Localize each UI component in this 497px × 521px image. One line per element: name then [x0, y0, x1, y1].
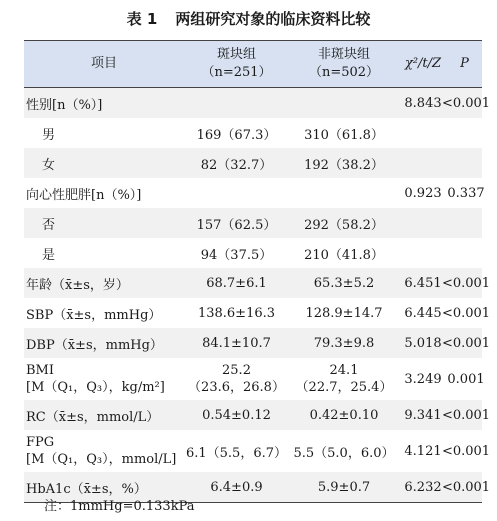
group2-value: 5.9±0.7 — [317, 479, 371, 495]
header-group1 — [184, 41, 289, 87]
group2-value — [289, 358, 399, 400]
row-label: 向心性肥胖[n（%）] — [26, 187, 142, 203]
row-label — [24, 358, 186, 400]
group1-value: 0.54±0.12 — [202, 407, 271, 423]
group1-value — [184, 88, 289, 118]
group1-value: 157（62.5） — [196, 217, 277, 233]
table-row — [24, 148, 482, 178]
group2-value: 210（41.8） — [304, 247, 384, 263]
header-p — [447, 41, 482, 87]
group2-value: 65.3±5.2 — [313, 275, 375, 291]
header-item — [24, 41, 184, 87]
group1-value: 138.6±16.3 — [197, 305, 276, 321]
table-row — [24, 238, 482, 268]
group1-value — [184, 178, 289, 208]
group1-value: 169（67.3） — [196, 127, 277, 143]
row-label: 性别[n（%）] — [26, 97, 103, 113]
group2-value: 0.42±0.10 — [309, 407, 379, 423]
table-header — [24, 40, 482, 88]
row-label-line2: [M（Q₁，Q₃），kg/m²] — [26, 380, 165, 395]
header-group2-n: （n=502） — [308, 65, 380, 80]
row-label-line1: FPG — [26, 435, 55, 450]
header-group1-n: （n=251） — [201, 65, 272, 80]
table-row — [24, 430, 491, 472]
table-row — [24, 400, 491, 430]
group2-value: 5.5（5.0，6.0） — [293, 445, 395, 461]
row-label: 女 — [42, 157, 56, 173]
p-value: <0.001 — [441, 275, 491, 291]
p-value: 0.001 — [447, 371, 485, 387]
table-row — [24, 208, 482, 238]
group1-value — [184, 358, 289, 400]
stat-value: 3.249 — [404, 371, 442, 387]
stat-value — [399, 118, 447, 148]
stat-value: 6.232 — [404, 479, 442, 495]
stat-value: 5.018 — [404, 335, 442, 351]
p-value: <0.001 — [441, 443, 491, 459]
p-value — [447, 118, 485, 148]
p-value: 0.337 — [447, 185, 485, 201]
header-group1-name: 斑块组 — [216, 47, 256, 62]
table-row — [24, 298, 491, 328]
table-row — [24, 118, 482, 148]
header-item-label: 项目 — [90, 56, 117, 71]
row-label — [24, 430, 186, 472]
row-label: DBP（x̄±s，mmHg） — [26, 337, 163, 353]
group1-value: 6.1（5.5，6.7） — [185, 445, 288, 461]
stat-value — [399, 148, 447, 178]
p-value: <0.001 — [441, 407, 491, 423]
row-label-line1: BMI — [26, 363, 54, 378]
table-row — [24, 358, 485, 400]
group1-value: 82（32.7） — [200, 157, 273, 173]
header-stat-label: χ²/t/Z — [404, 56, 442, 71]
group1-value: 84.1±10.7 — [202, 335, 271, 351]
group2-value: 79.3±9.8 — [313, 335, 375, 351]
header-group2-name: 非斑块组 — [317, 47, 370, 62]
row-label: HbA1c（x̄±s，%） — [26, 481, 147, 497]
table-title — [0, 8, 497, 29]
p-value — [447, 148, 485, 178]
stat-value: 4.121 — [404, 443, 442, 459]
table-number: 表 1 — [126, 10, 158, 28]
table-title-text: 两组研究对象的临床资料比较 — [175, 10, 371, 28]
table-row — [24, 328, 491, 358]
table-row — [24, 88, 491, 118]
table-row — [24, 268, 491, 298]
stat-value: 8.843 — [404, 95, 442, 111]
group2-value — [289, 178, 399, 208]
stat-value — [399, 238, 447, 268]
row-label: 否 — [42, 217, 56, 233]
stat-value: 0.923 — [404, 185, 442, 201]
group2-value: 128.9±14.7 — [305, 305, 383, 321]
header-group2 — [289, 41, 399, 87]
p-value: <0.001 — [441, 479, 491, 495]
row-label: 男 — [42, 127, 56, 143]
row-label: 是 — [42, 247, 56, 263]
row-label-line2: [M（Q₁，Q₃），mmol/L] — [26, 452, 177, 467]
clinical-data-table — [24, 40, 491, 503]
group1-quartiles: （23.6，26.8） — [188, 380, 285, 395]
table-row — [24, 178, 485, 208]
table-body — [24, 88, 491, 502]
p-value: <0.001 — [441, 95, 491, 111]
stat-value: 6.445 — [404, 305, 442, 321]
group1-value: 94（37.5） — [200, 247, 273, 263]
row-label: SBP（x̄±s，mmHg） — [26, 307, 162, 323]
stat-value: 9.341 — [404, 407, 442, 423]
group2-value: 310（61.8） — [304, 127, 384, 143]
table-footnote: 注：1mmHg=0.133kPa — [44, 499, 195, 514]
header-p-label: P — [460, 56, 469, 71]
group2-median: 24.1 — [329, 363, 359, 378]
group2-value: 292（58.2） — [304, 217, 384, 233]
group1-value: 68.7±6.1 — [206, 275, 267, 291]
row-label: RC（x̄±s，mmol/L） — [26, 409, 160, 425]
header-stat — [399, 41, 447, 87]
p-value — [447, 208, 485, 238]
group1-value: 6.4±0.9 — [210, 479, 263, 495]
stat-value: 6.451 — [404, 275, 442, 291]
stat-value — [399, 208, 447, 238]
p-value — [447, 238, 485, 268]
group1-median: 25.2 — [222, 363, 251, 378]
p-value: <0.001 — [441, 305, 491, 321]
group2-quartiles: （22.7，25.4） — [295, 380, 393, 395]
group2-value — [289, 88, 399, 118]
group2-value: 192（38.2） — [304, 157, 384, 173]
row-label: 年龄（x̄±s，岁） — [26, 277, 129, 293]
p-value: <0.001 — [441, 335, 491, 351]
